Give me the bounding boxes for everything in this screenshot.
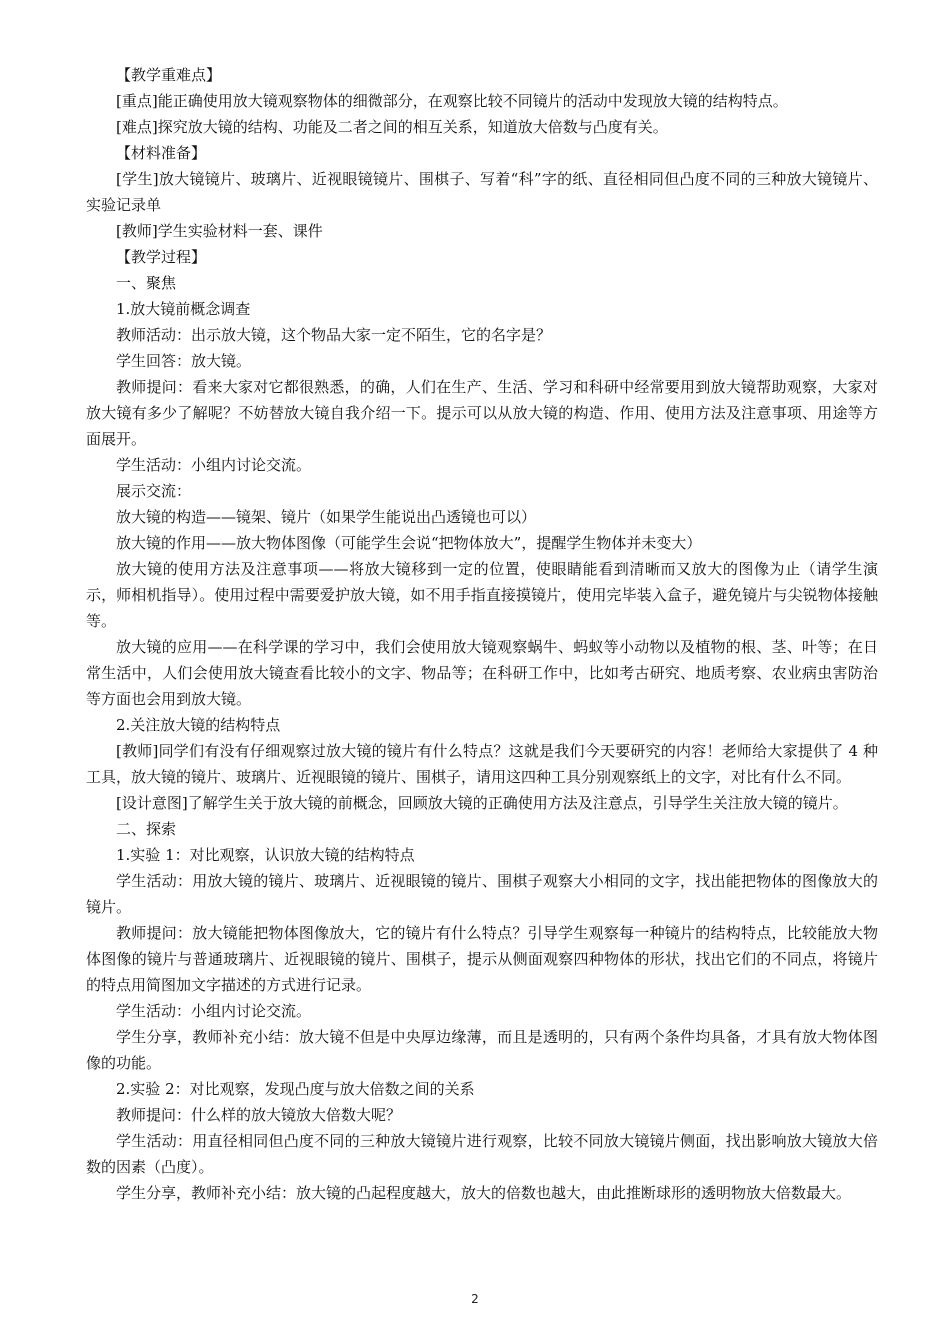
page-number: 2 <box>471 1292 479 1306</box>
paragraph-teacher-question: 教师提问：看来大家对它都很熟悉，的确，人们在生产、生活、学习和科研中经常要用到放大镜帮助观察，大家对放大镜有多少了解呢？不妨替放大镜自我介绍一下。提示可以从放大镜的构造、作用、使用方法及注意事项、用途等方面展开。 <box>86 378 878 448</box>
paragraph-experiment-2-activity: 学生活动：用直径相同但凸度不同的三种放大镜镜片进行观察，比较不同放大镜镜片侧面，找出影响放大镜放大倍数的因素（凸度）。 <box>86 1132 878 1176</box>
paragraph-design-intent: [设计意图]了解学生关于放大镜的前概念，回顾放大镜的正确使用方法及注意点，引导学生关注放大镜的镜片。 <box>116 794 848 812</box>
paragraph-teacher-tools: [教师]同学们有没有仔细观察过放大镜的镜片有什么特点？这就是我们今天要研究的内容！老师给大家提供了 4 种工具，放大镜的镜片、玻璃片、近视眼镜的镜片、围棋子，请用这四种工具分别观察纸上的文字，对比有什么不同。 <box>86 742 878 786</box>
paragraph-difficult-point: [难点]探究放大镜的结构、功能及二者之间的相互关系，知道放大倍数与凸度有关。 <box>116 118 668 136</box>
paragraph-experiment-1-discussion: 学生活动：小组内讨论交流。 <box>116 1002 312 1020</box>
paragraph-experiment-2-question: 教师提问：什么样的放大镜放大倍数大呢？ <box>116 1106 402 1124</box>
paragraph-application: 放大镜的应用——在科学课的学习中，我们会使用放大镜观察蜗牛、蚂蚁等小动物以及植物的根、茎、叶等；在日常生活中，人们会使用放大镜查看比较小的文字、物品等；在科研工作中，比如考古研究、地质考察、农业病虫害防治等方面也会用到放大镜。 <box>86 638 878 708</box>
paragraph-structure: 放大镜的构造——镜架、镜片（如果学生能说出凸透镜也可以） <box>116 508 537 526</box>
section-heading-process: 【教学过程】 <box>116 248 207 266</box>
paragraph-key-point: [重点]能正确使用放大镜观察物体的细微部分，在观察比较不同镜片的活动中发现放大镜的结构特点。 <box>116 92 788 110</box>
subheading-explore: 二、探索 <box>116 820 177 838</box>
paragraph-show-exchange: 展示交流： <box>116 482 192 500</box>
paragraph-experiment-1-summary: 学生分享，教师补充小结：放大镜不但是中央厚边缘薄，而且是透明的，只有两个条件均具备，才具有放大物体图像的功能。 <box>86 1028 878 1072</box>
step-heading-experiment-2: 2.实验 2：对比观察，发现凸度与放大倍数之间的关系 <box>116 1080 475 1098</box>
paragraph-student-answer: 学生回答：放大镜。 <box>116 352 252 370</box>
paragraph-experiment-1-question: 教师提问：放大镜能把物体图像放大，它的镜片有什么特点？引导学生观察每一种镜片的结构特点，比较能放大物体图像的镜片与普通玻璃片、近视眼镜的镜片、围棋子，提示从侧面观察四种物体的形状，找出它们的不同点，将镜片的特点用简图加文字描述的方式进行记录。 <box>86 924 878 994</box>
paragraph-usage: 放大镜的使用方法及注意事项——将放大镜移到一定的位置，使眼睛能看到清晰而又放大的图像为止（请学生演示，师相机指导）。使用过程中需要爱护放大镜，如不用手指直接摸镜片，使用完毕装入盒子，避免镜片与尖锐物体接触等。 <box>86 560 878 630</box>
subheading-focus: 一、聚焦 <box>116 274 177 292</box>
paragraph-teacher-materials: [教师]学生实验材料一套、课件 <box>116 222 323 240</box>
paragraph-teacher-activity: 教师活动：出示放大镜，这个物品大家一定不陌生，它的名字是？ <box>116 326 552 344</box>
paragraph-experiment-1-activity: 学生活动：用放大镜的镜片、玻璃片、近视眼镜的镜片、围棋子观察大小相同的文字，找出能把物体的图像放大的镜片。 <box>86 872 878 916</box>
paragraph-student-materials: [学生]放大镜镜片、玻璃片、近视眼镜镜片、围棋子、写着“科”字的纸、直径相同但凸度不同的三种放大镜镜片、实验记录单 <box>86 170 878 214</box>
section-heading-key-points: 【教学重难点】 <box>116 66 222 84</box>
document-body <box>86 62 878 1206</box>
step-heading-experiment-1: 1.实验 1：对比观察，认识放大镜的结构特点 <box>116 846 415 864</box>
step-heading-structure-features: 2.关注放大镜的结构特点 <box>116 716 281 734</box>
paragraph-function: 放大镜的作用——放大物体图像（可能学生会说“把物体放大”，提醒学生物体并未变大） <box>116 534 702 552</box>
section-heading-materials: 【材料准备】 <box>116 144 207 162</box>
step-heading-concept-survey: 1.放大镜前概念调查 <box>116 300 251 318</box>
paragraph-experiment-2-summary: 学生分享，教师补充小结：放大镜的凸起程度越大，放大的倍数也越大，由此推断球形的透明物放大倍数最大。 <box>116 1184 852 1202</box>
paragraph-student-activity: 学生活动：小组内讨论交流。 <box>116 456 312 474</box>
